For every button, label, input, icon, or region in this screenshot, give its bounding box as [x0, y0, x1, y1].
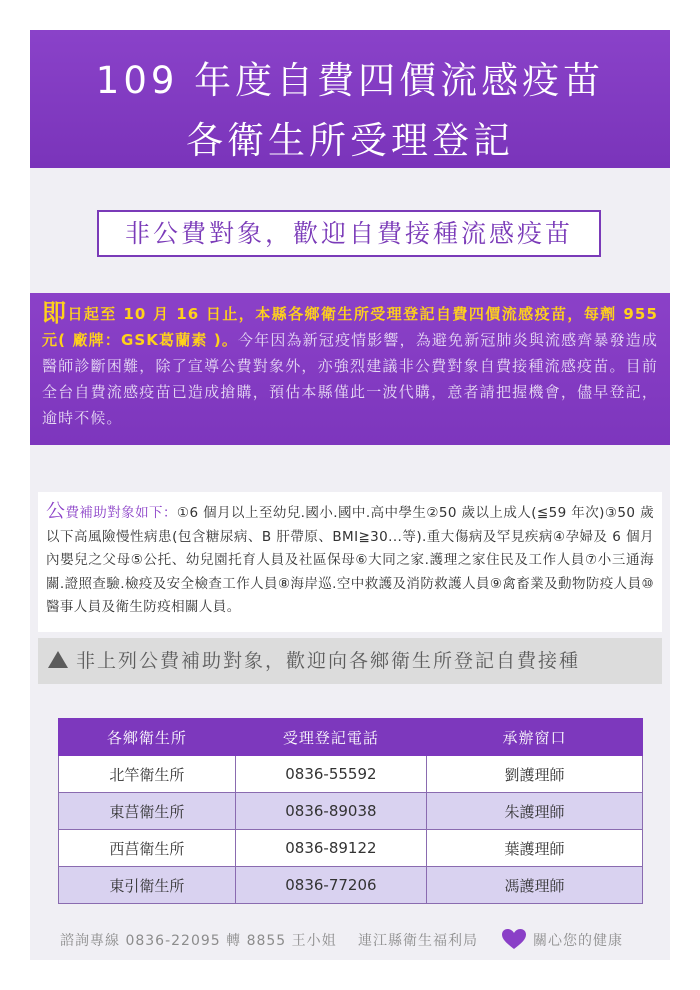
- clinic-phone: 0836-89122: [235, 830, 426, 867]
- clinic-phone: 0836-89038: [235, 793, 426, 830]
- clinic-name: 西莒衛生所: [59, 830, 236, 867]
- title-band: [30, 30, 670, 168]
- table-header-row: [59, 719, 643, 756]
- clinic-name: 東莒衛生所: [59, 793, 236, 830]
- clinic-name: 東引衛生所: [59, 867, 236, 904]
- clinic-contact: 葉護理師: [426, 830, 642, 867]
- intro-lead-char: 即: [42, 299, 68, 327]
- intro-highlight-brand: ( 廠牌：GSK葛蘭素 )。: [58, 331, 239, 349]
- title-line-2: 各衛生所受理登記: [186, 119, 514, 162]
- clinic-contact: 劉護理師: [426, 756, 642, 793]
- clinic-name: 北竿衛生所: [59, 756, 236, 793]
- subsidy-heading: 費補助對象如下：: [65, 505, 177, 521]
- title-line-1: 109 年度自費四價流感疫苗: [95, 59, 605, 102]
- table-row: [59, 756, 643, 793]
- subtitle-box: [97, 210, 601, 257]
- triangle-up-icon: [48, 651, 68, 668]
- poster: [30, 30, 670, 960]
- subsidy-lead-char: 公: [46, 500, 66, 522]
- intro-body: 今年因為新冠疫情影響，為避免新冠肺炎與流感齊暴發造成醫師診斷困難，除了宣導公費對象外，亦強烈建議非公費對象自費接種流感疫苗。目前全台自費流感疫苗已造成搶購，預估本縣僅此一波代購，意者請把握機會，儘早登記，逾時不候。: [42, 331, 658, 427]
- subsidy-body: ①6 個月以上至幼兒.國小.國中.高中學生②50 歲以上成人(≦59 年次)③50 歲以下高風險慢性病患(包含糖尿病、B 肝帶原、BMI≧30...等).重大傷病及罕見疾病④孕婦及 6 個月內嬰兒之父母⑤公托、幼兒園托育人員及社區保母⑥大同之家.護理之家住民及工作人員⑦小三通海關.證照查驗.檢疫及安全檢查工作人員⑧海岸巡.空中救護及消防救護人員⑨禽畜業及動物防疫人員⑩醫事人員及衛生防疫相關人員。: [46, 505, 655, 615]
- intro-highlight-dates: 日起至 10 月 16 日止，本縣各鄉衛生所受理登記自費四價流感疫苗，每劑 955 元: [42, 305, 658, 349]
- header-contact: 承辦窗口: [426, 719, 642, 756]
- footer-slogan: 關心您的健康: [533, 933, 623, 949]
- clinic-contact: 朱護理師: [426, 793, 642, 830]
- notice-bar: [38, 638, 662, 684]
- footer-hotline: 諮詢專線 0836-22095 轉 8855 王小姐: [60, 933, 337, 949]
- footer: [30, 928, 670, 952]
- intro-paragraph: [30, 293, 670, 445]
- subsidy-targets: [38, 492, 662, 632]
- subtitle: 非公費對象，歡迎自費接種流感疫苗: [124, 219, 573, 248]
- table-row: [59, 830, 643, 867]
- heart-icon: [501, 928, 527, 950]
- table-row: [59, 867, 643, 904]
- clinic-phone: 0836-55592: [235, 756, 426, 793]
- table-row: [59, 793, 643, 830]
- header-phone: 受理登記電話: [235, 719, 426, 756]
- clinic-contact: 馮護理師: [426, 867, 642, 904]
- clinic-phone: 0836-77206: [235, 867, 426, 904]
- notice-text: 非上列公費補助對象，歡迎向各鄉衛生所登記自費接種: [76, 650, 581, 672]
- footer-org: 連江縣衛生福利局: [358, 933, 478, 949]
- clinic-table: [58, 718, 643, 904]
- header-clinic: 各鄉衛生所: [59, 719, 236, 756]
